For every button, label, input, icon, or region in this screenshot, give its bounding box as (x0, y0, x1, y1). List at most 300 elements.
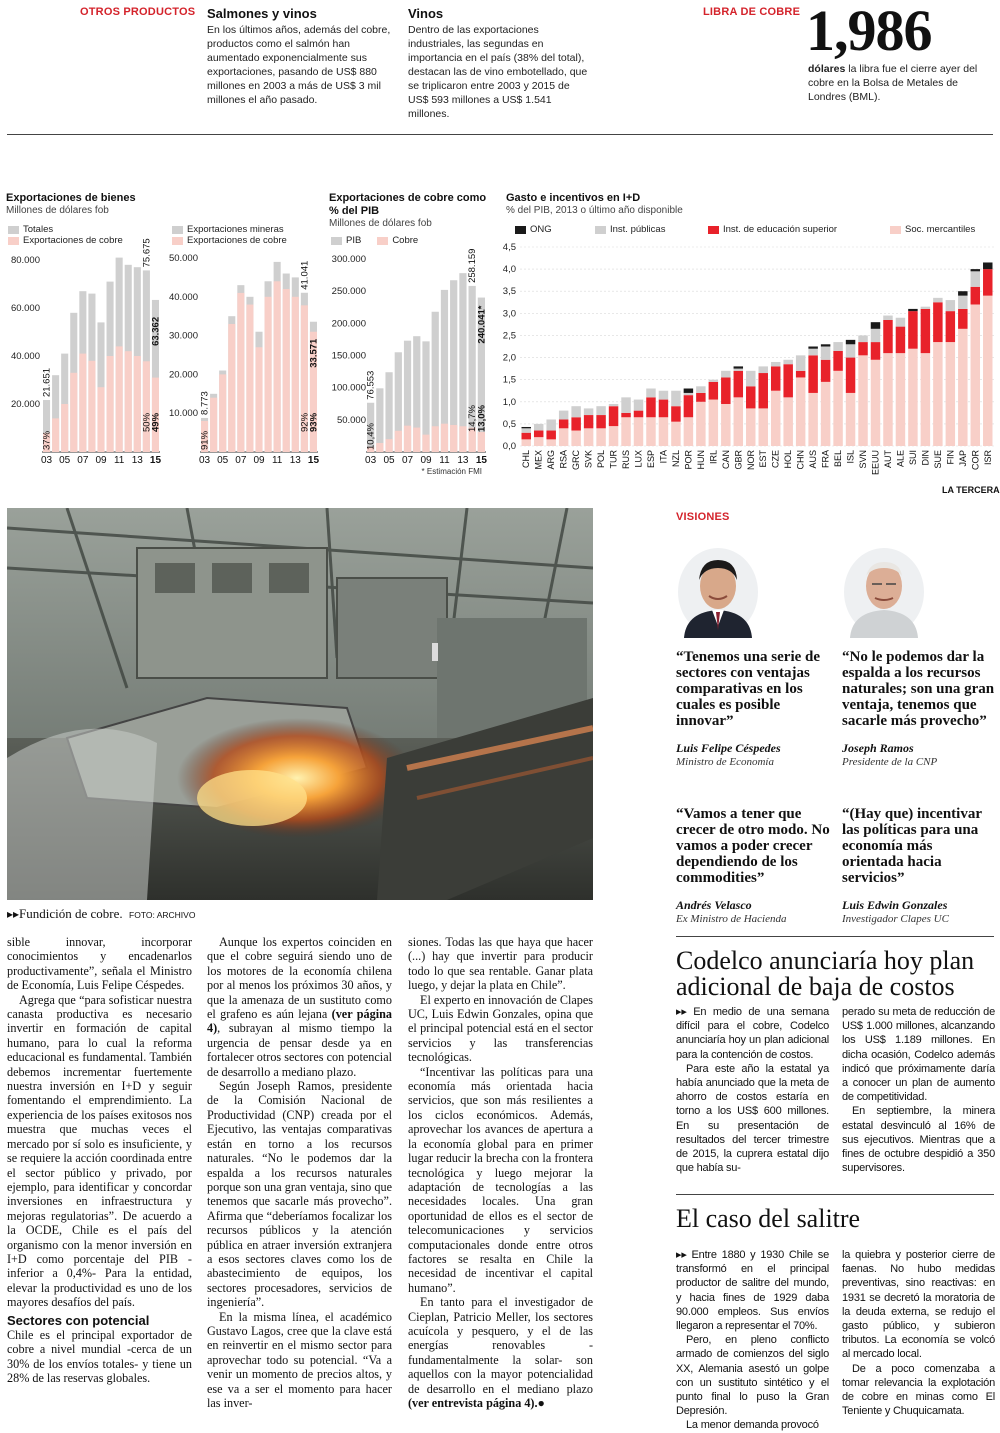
chart4-xtick: SVK (583, 450, 594, 469)
chart4-xtick: CHL (521, 450, 532, 469)
chart4-bar-socmercantiles (559, 428, 568, 446)
chart4-bar-instpblicas (796, 355, 805, 370)
col3-para-4-text: En tanto para el investigador de Cieplan, Patricio Meller, los sectores acuícola y pesquero, y el de las energías renovables -fundamentalmente la solar- son aquellos con la mayor potencialidad de desarrollo en el mediano plazo (408, 1295, 593, 1396)
chart4-bar-socmercantiles (746, 408, 755, 446)
chart4-bar-instpblicas (946, 300, 955, 311)
legend-totales (8, 224, 123, 235)
quote-2-role: Presidente de la CNP (842, 756, 938, 768)
codelco-divider (676, 1194, 994, 1195)
article-col-2 (207, 935, 392, 1410)
otros-productos-label: OTROS PRODUCTOS (80, 6, 196, 18)
chart2-xtick: 13 (289, 455, 301, 466)
chart3-ytick: 50.000 (336, 414, 366, 426)
libra-description (808, 62, 996, 104)
chart2-xtick: 09 (253, 455, 265, 466)
chart1-xtick: 07 (77, 455, 89, 466)
salitre-col-2 (842, 1248, 995, 1418)
chart1-subtitle: Millones de dólares fob (6, 205, 109, 216)
legend-mercantiles (890, 224, 975, 235)
chart3-ytick: 150.000 (331, 350, 366, 362)
chart4-bar-instdeeducacinsuperior (883, 320, 892, 353)
chart4-ytick: 1,0 (502, 396, 516, 408)
quote-1-role: Ministro de Economía (676, 756, 774, 768)
legend-cobre3-label: Cobre (392, 235, 419, 246)
chart4-bar-instdeeducacinsuperior (696, 393, 705, 402)
chart2-ytick: 40.000 (168, 291, 198, 303)
chart1-xtick: 05 (59, 455, 71, 466)
chart4-bar-instdeeducacinsuperior (933, 302, 942, 342)
legend-mercantiles-label: Soc. mercantiles (905, 224, 976, 235)
legend-ong (515, 224, 552, 235)
chart4-bar-socmercantiles (684, 417, 693, 446)
chart1-label-prev-pct: 50% (141, 412, 153, 432)
chart4-bar-instpblicas (596, 406, 605, 415)
chart3-ytick: 300.000 (331, 254, 366, 265)
chart3-xtick: 11 (439, 455, 450, 466)
chart4-bar-instpblicas (933, 298, 942, 302)
chart4-bar-instdeeducacinsuperior (609, 406, 618, 426)
charts-svg (0, 236, 1000, 484)
chart4-bar-socmercantiles (734, 397, 743, 446)
chart1-xtick: 11 (113, 455, 125, 466)
chart4-bar-socmercantiles (596, 428, 605, 446)
quote-4: “(Hay que) incentivar las políticas para una economía más orientada hacia servicios” (842, 806, 982, 886)
chart4-bar-instpblicas (771, 362, 780, 366)
chart2-bar-cobre (219, 374, 226, 452)
chart1-header (6, 192, 166, 216)
chart2-xtick: 05 (217, 455, 229, 466)
chart4-bar-socmercantiles (634, 417, 643, 446)
col1-para-1: sible innovar, incorporar conocimientos y encadenarlos productivamente”, señala el Ministro de Economía, Luis Felipe Céspedes. (7, 935, 192, 993)
chart2-ytick: 20.000 (168, 369, 198, 381)
chart4-xtick: ISR (982, 450, 993, 466)
chart4-xtick: CHN (795, 450, 806, 470)
chart4-bar-instpblicas (621, 397, 630, 412)
chart4-bar-socmercantiles (958, 329, 967, 446)
chart4-xtick: SUE (932, 450, 943, 469)
chart4-ytick: 2,0 (502, 352, 516, 364)
chart4-ytick: 2,5 (502, 330, 516, 342)
chart4-bar-socmercantiles (883, 353, 892, 446)
chart4-xtick: TUR (608, 450, 619, 469)
salmones-title: Salmones y vinos (207, 6, 317, 21)
chart4-bar-instdeeducacinsuperior (646, 397, 655, 417)
chart4-bar-socmercantiles (571, 431, 580, 446)
salitre-para-4: la quiebra y posterior cierre de faenas. No hubo medidas preventivas, sino reactivas: en 1931 se decretó la moratoria de la deuda externa, se redujo el gasto público, y subieron tributos. La economía se volcó al mercado local. (842, 1249, 995, 1361)
chart4-bar-instpblicas (759, 366, 768, 373)
chart4-bar-instpblicas (746, 371, 755, 386)
chart1-title: Exportaciones de bienes (6, 192, 136, 204)
chart4-bar-socmercantiles (808, 393, 817, 446)
quote-4-name: Luis Edwin Gonzales (842, 898, 948, 912)
chart2-xtick: 03 (198, 455, 211, 466)
chart4-bar-socmercantiles (534, 437, 543, 446)
chart3-bar-cobre (478, 432, 485, 452)
chart3-ytick: 250.000 (331, 286, 366, 298)
salitre-arrows: ▸▸ (676, 1249, 687, 1261)
chart4-bar-socmercantiles (609, 426, 618, 446)
chart4-bar-instpblicas (808, 349, 817, 356)
chart4-bar-ong (808, 347, 817, 349)
chart2-label-first-pct: 91% (199, 430, 211, 450)
chart2-bar-cobre (265, 297, 272, 452)
codelco-col-2 (842, 1005, 995, 1175)
chart2-label-prev-pct: 92% (299, 412, 311, 432)
chart4-bar-socmercantiles (522, 439, 531, 446)
quote-4-role: Investigador Clapes UC (842, 913, 949, 925)
chart1-bar-cobre (116, 346, 123, 452)
chart4-bar-socmercantiles (971, 304, 980, 446)
ver-entrevista-link[interactable]: (ver entrevista página 4). (408, 1396, 538, 1410)
chart4-bar-socmercantiles (858, 355, 867, 446)
chart3-bar-cobre (422, 435, 429, 452)
chart4-xtick: SUI (907, 450, 918, 466)
chart3-xtick: 15 (475, 455, 487, 466)
chart4-bar-instdeeducacinsuperior (983, 269, 992, 296)
chart2-bar-cobre (255, 347, 262, 452)
chart4-ytick: 0,5 (502, 418, 516, 430)
col3-para-1: siones. Todas las que haya que hacer (...) hay que invertir para producir todo lo que sea rentable. Ganar plata luego, y dejar la plata en Chile”. (408, 935, 593, 993)
chart3-label-prev-total: 258.159 (467, 248, 479, 283)
article-col-3 (408, 935, 593, 1410)
chart3-label-prev-pct: 14,7% (467, 405, 479, 432)
chart1-xtick: 13 (131, 455, 143, 466)
chart4-bar-instpblicas (896, 318, 905, 327)
libra-value: 1,986 (806, 0, 932, 63)
chart4-bar-instpblicas (721, 371, 730, 378)
chart4-bar-instpblicas (709, 380, 718, 382)
swatch-red (708, 226, 719, 234)
chart4-xtick: ITA (658, 450, 669, 464)
chart4-header (506, 192, 906, 216)
col1-subhead: Sectores con potencial (7, 1312, 150, 1328)
chart4-xtick: EEUU (870, 450, 881, 476)
libra-bold: dólares (808, 63, 846, 75)
chart4-subtitle: % del PIB, 2013 o último año disponible (506, 205, 683, 216)
chart4-bar-socmercantiles (646, 417, 655, 446)
chart4-bar-instdeeducacinsuperior (596, 415, 605, 428)
chart4-bar-instdeeducacinsuperior (783, 364, 792, 397)
chart4-bar-ong (871, 322, 880, 329)
col3-para-2: El experto en innovación de Clapes UC, Luis Edwin Gonzales, opina que el principal potencial está en el sector servicios y las transferencias tecnológicas. (408, 992, 593, 1065)
col2-para-3: En la misma línea, el académico Gustavo Lagos, cree que la clave está en reinvertir en el mismo sector para aprovechar todo su potencial. “Va a venir un momento de precios altos, y ese va a ser el momento para hacer las inver- (207, 1309, 392, 1410)
legend-ong-label: ONG (530, 224, 552, 235)
chart2-label-prev-total: 41.041 (299, 260, 311, 290)
chart4-bar-instpblicas (634, 400, 643, 411)
chart1-bar-cobre (107, 356, 114, 452)
chart3-subtitle: Millones de dólares fob (329, 218, 432, 229)
chart4-bar-instdeeducacinsuperior (796, 371, 805, 378)
chart4-bar-instdeeducacinsuperior (721, 377, 730, 404)
chart4-bar-instpblicas (734, 369, 743, 371)
chart1-label-last-pct: 49% (150, 412, 162, 432)
chart1-bar-cobre (61, 404, 68, 452)
legend-totales-label: Totales (23, 224, 54, 235)
chart4-xtick: IRL (708, 450, 719, 465)
chart4-bar-socmercantiles (621, 417, 630, 446)
chart4-xtick: MEX (533, 450, 544, 470)
vision-2 (842, 649, 997, 768)
chart4-bar-instdeeducacinsuperior (958, 309, 967, 329)
chart4-bar-instdeeducacinsuperior (671, 406, 680, 421)
chart4-bar-socmercantiles (709, 400, 718, 446)
chart4-bar-instpblicas (684, 393, 693, 395)
chart2-label-last-total: 33.571 (308, 338, 320, 368)
chart4-ytick: 3,5 (502, 286, 516, 298)
chart2-bar-cobre (246, 305, 253, 452)
chart4-xtick: NOR (745, 450, 756, 470)
codelco-arrows: ▸▸ (676, 1006, 687, 1018)
chart1-bar-cobre (52, 418, 59, 452)
chart4-bar-instpblicas (696, 386, 705, 393)
chart4-bar-instpblicas (958, 296, 967, 309)
chart3-bar-cobre (450, 425, 457, 452)
chart1-bar-cobre (88, 361, 95, 452)
codelco-title: Codelco anunciaría hoy plan adicional de baja de costos (676, 946, 975, 1001)
chart3-xtick: 07 (401, 455, 414, 466)
salmones-text: En los últimos años, además del cobre, productos como el salmón han aumentado exponencialmente sus exportaciones, pasando de US$ 880 millones en 2003 a más de US$ 3 mil millones el año pasado. (207, 24, 391, 106)
chart4-bar-instpblicas (522, 428, 531, 432)
chart1-label-last-total: 63.362 (150, 316, 162, 346)
chart3-bar-cobre (385, 439, 392, 452)
chart4-xtick: SVN (858, 450, 869, 469)
chart4-bar-socmercantiles (696, 402, 705, 446)
chart2-bar-cobre (228, 324, 235, 452)
chart2-bar-cobre (283, 289, 290, 452)
chart4-xtick: AUS (808, 450, 819, 469)
chart4-xtick: JAP (957, 450, 968, 467)
col2-para-1 (207, 935, 392, 1079)
chart3-title: Exportaciones de cobre como % del PIB (329, 192, 487, 217)
chart1-bar-cobre (79, 354, 86, 452)
chart4-bar-ong (908, 309, 917, 311)
chart2-label-last-pct: 93% (308, 412, 320, 432)
chart4-bar-instpblicas (659, 391, 668, 400)
chart4-bar-instpblicas (646, 389, 655, 398)
chart4-bar-instdeeducacinsuperior (808, 355, 817, 393)
foundry-photo (7, 508, 593, 900)
chart2-ytick: 30.000 (168, 330, 198, 342)
legend-cobre2-label: Exportaciones de cobre (187, 235, 287, 246)
chart3-bar-cobre (441, 424, 448, 452)
legend-mineras-label: Exportaciones mineras (187, 224, 284, 235)
chart4-bar-instdeeducacinsuperior (908, 311, 917, 349)
legend-educacion (708, 224, 837, 235)
chart4-bar-instdeeducacinsuperior (534, 431, 543, 438)
chart3-label-first-pct: 10,4% (365, 423, 377, 450)
chart4-xtick: HUN (695, 450, 706, 470)
chart3-bar-total (376, 388, 383, 452)
chart4-ytick: 3,0 (502, 308, 516, 320)
chart3-label-first-total: 76.553 (365, 370, 377, 400)
chart4-bar-instdeeducacinsuperior (734, 371, 743, 398)
chart4-bar-socmercantiles (659, 417, 668, 446)
chart4-bar-instpblicas (821, 347, 830, 360)
chart4-xtick: NZL (670, 450, 681, 468)
chart4-bar-socmercantiles (896, 353, 905, 446)
quote-3-name: Andrés Velasco (676, 898, 752, 912)
codelco-para-1-text: En medio de una semana difícil para el cobre, Codelco anunciaría hoy un plan adicional para la contención de costos. (676, 1006, 829, 1061)
portrait-ramos (842, 546, 926, 638)
chart4-bar-ong (971, 269, 980, 271)
chart4-ytick: 4,5 (502, 242, 516, 253)
chart2-bar-cobre (237, 293, 244, 452)
chart1-bar-cobre (97, 387, 104, 452)
swatch-grey (595, 226, 606, 234)
chart4-bar-instpblicas (609, 404, 618, 406)
chart3-bar-total (459, 273, 466, 452)
quote-2-name: Joseph Ramos (842, 741, 914, 755)
chart4-bar-socmercantiles (921, 353, 930, 446)
chart1-label-first-total: 21.651 (41, 367, 53, 398)
codelco-col-1 (676, 1005, 829, 1175)
chart1-ytick: 20.000 (10, 399, 40, 410)
chart4-bar-ong (983, 262, 992, 269)
legend-cobre-label: Exportaciones de cobre (23, 235, 123, 246)
source-credit: LA TERCERA (942, 485, 1000, 495)
chart4-xtick: RUS (621, 450, 632, 470)
ver-pagina-4-link[interactable]: (ver página 4) (207, 1007, 392, 1036)
chart4-xtick: CAN (720, 450, 731, 470)
chart3-bar-cobre (413, 428, 420, 452)
legend-educacion-label: Inst. de educación superior (723, 224, 838, 235)
chart4-xtick: EST (758, 450, 769, 468)
col2-para-1-b: , subrayan al mismo tiempo la urgencia de pensar desde ya en fortalecer otros sectores con potencial de desarrollo a mediano plazo. (207, 1021, 392, 1079)
chart2-bar-cobre (210, 398, 217, 452)
chart2-xtick: 15 (307, 455, 320, 466)
chart4-bar-instdeeducacinsuperior (871, 342, 880, 360)
chart4-bar-socmercantiles (783, 397, 792, 446)
chart4-xtick: BEL (833, 450, 844, 468)
chart4-bar-instdeeducacinsuperior (659, 400, 668, 418)
col1-para-2: Agrega que “para sofisticar nuestra canasta productiva es necesario invertir en formación de capital humano, para lo cual la reforma educacional es fundamental. También debemos incrementar fuertemente nuestra inversión en I+D y seguir fomentando el emprendimiento. La experiencia de los países exitosos nos muestra que muchas veces el mercado por sí solo es insuficiente, y se requiere la acción coordinada entre el sector público y privado, por ejemplo, para identificar y concordar inversiones en infraestructura y mejoras regulatorias”. De acuerdo a la OCDE, Chile es el país del organismo con la menor inversión en I+D como porcentaje del PIB -inferior a 0,4%- Para la entidad, elevar la productividad es uno de los mayores desafíos del país. (7, 992, 192, 1310)
chart1-label-prev-total: 75.675 (141, 238, 153, 268)
chart4-bar-ong (734, 366, 743, 368)
chart2-ytick: 50.000 (168, 253, 198, 264)
chart4-xtick: HOL (783, 450, 794, 469)
col2-para-2: Según Joseph Ramos, presidente de la Comisión Nacional de Productividad (CNP) creada por el Ejecutivo, las ventajas comparativas están en torno a los recursos naturales. “No le podemos dar la espalda a los recursos naturales porque son una gran ventaja, sino que tenemos que sacarle más provecho”. Afirma que “deberíamos focalizar los recursos públicos y la atención pública en atraer inversión extranjera a esos sectores claves como los de abastecimiento de equipos, los sectores procesadores, servicios de ingeniería”. (207, 1079, 392, 1310)
chart4-bar-instdeeducacinsuperior (821, 360, 830, 382)
chart4-bar-instdeeducacinsuperior (559, 419, 568, 428)
end-mark: ● (537, 1396, 545, 1410)
chart3-label-last-total: 240.041* (476, 305, 488, 344)
codelco-para-2: Para este año la estatal ya había anunciado que la meta de ahorro de costos estaría en torno a los US$ 600 millones. En su presentación de resultados del tercer trimestre de 2015, la cuprera estatal dijo que había su- (676, 1062, 829, 1175)
chart4-bar-instdeeducacinsuperior (846, 358, 855, 393)
visiones-label: VISIONES (676, 511, 730, 523)
chart3-bar-cobre (376, 443, 383, 452)
quote-1-name: Luis Felipe Céspedes (676, 741, 781, 755)
chart4-xtick: POR (683, 450, 694, 470)
chart3-xtick: 09 (420, 455, 432, 466)
chart4-title: Gasto e incentivos en I+D (506, 192, 641, 204)
chart4-bar-socmercantiles (759, 408, 768, 446)
vinos-text: Dentro de las exportaciones industriales, las segundas en importancia en el país (38% del total), destacan las de vino embotellado, que se triplicaron entre 2003 y 2015 de US$ 593 millones a US$ 1.541 millones. (408, 24, 588, 120)
chart4-xtick: RSA (558, 450, 569, 469)
salitre-para-3: La menor demanda provocó (686, 1419, 819, 1432)
chart3-xtick: 03 (365, 455, 377, 466)
vision-3 (676, 806, 831, 925)
chart3-bar-cobre (459, 426, 466, 452)
chart4-bar-instpblicas (559, 411, 568, 420)
chart4-bar-instdeeducacinsuperior (971, 287, 980, 305)
col2-para-1-a: Aunque los expertos coinciden en que el cobre seguirá siendo uno de los motores de la economía chilena por al menos los próximos 30 años, y que la amenaza de un sustituto como el grafeno es aún lejana (207, 935, 392, 1022)
chart4-bar-instdeeducacinsuperior (546, 431, 555, 440)
chart1-bar-cobre (125, 351, 132, 452)
chart2-label-first-total: 8.773 (199, 391, 211, 415)
photo-caption-row (7, 906, 195, 922)
chart3-header (329, 192, 489, 229)
salitre-para-2: Pero, en pleno conflicto armado de comienzos del siglo XX, Alemania asestó un golpe con un sustituto sintético y el punto final lo puso la Gran Depresión. (676, 1334, 829, 1418)
chart4-xtick: POL (596, 450, 607, 469)
chart3-ytick: 100.000 (331, 382, 366, 394)
legend-mineras (172, 224, 287, 235)
chart1-ytick: 40.000 (10, 351, 40, 362)
chart3-bar-cobre (404, 426, 411, 452)
chart4-ytick: 1,5 (502, 374, 516, 386)
chart4-bar-instpblicas (833, 342, 842, 351)
chart1-bar-cobre (134, 356, 141, 452)
chart4-bar-instdeeducacinsuperior (684, 395, 693, 417)
chart4-bar-instdeeducacinsuperior (709, 382, 718, 400)
chart4-xtick: FRA (820, 450, 831, 468)
chart1-label-first-pct: 37% (41, 430, 53, 450)
chart4-bar-socmercantiles (908, 349, 917, 446)
chart4-bar-instpblicas (883, 316, 892, 320)
col3-para-3: “Incentivar las políticas para una economía más orientada hacia servicios, que son más resilientes a los ciclos económicos. Además, aprovechar los avances de apertura a la economía global para en primer lugar reducir la brecha con la frontera tecnológica y luego mejorar la adaptación de tecnologías a las necesidades locales. Una gran oportunidad de ellos es el sector de telecomunicaciones y servicios computacionales donde entre otros factores se resalta en Chile la necesidad de incentivar el capital humano”. (408, 1064, 593, 1295)
chart4-bar-instdeeducacinsuperior (858, 342, 867, 355)
chart1-xtick: 15 (149, 455, 162, 466)
chart3-bar-cobre (432, 426, 439, 452)
chart1-bar-cobre (141, 361, 153, 452)
chart3-label-last-pct: 13,0% (476, 405, 488, 432)
quote-1: “Tenemos una serie de sectores con ventajas comparativas en los cuales es posible innovar” (676, 649, 821, 729)
swatch-black (515, 226, 526, 234)
chart4-bar-instpblicas (671, 391, 680, 406)
vinos-title: Vinos (408, 6, 444, 21)
chart4-ytick: 4,0 (502, 264, 516, 276)
chart4-bar-socmercantiles (721, 404, 730, 446)
chart4-bar-socmercantiles (821, 382, 830, 446)
chart1-bar-cobre (70, 373, 77, 452)
salitre-para-5: De a poco comenzaba a tomar relevancia la explotación de cobre en minas como El Teniente y Chuquicamata. (842, 1362, 995, 1418)
chart4-xtick: DIN (920, 450, 931, 466)
swatch-grey (8, 226, 19, 234)
vision-1 (676, 649, 831, 768)
chart4-xtick: GRC (571, 450, 582, 470)
photo-caption: Fundición de cobre. (19, 906, 123, 921)
codelco-para-1 (676, 1005, 829, 1062)
chart4-bar-socmercantiles (933, 342, 942, 446)
chart3-note: * Estimación FMI (421, 467, 482, 476)
chart4-bar-instdeeducacinsuperior (522, 433, 531, 440)
chart4-bar-instdeeducacinsuperior (896, 327, 905, 354)
col1-para-3: Chile es el principal exportador de cobre a nivel mundial -cerca de un 30% de los envíos totales- y tiene un 28% de las reservas globales. (7, 1327, 192, 1386)
chart4-xtick: LUX (633, 450, 644, 468)
chart1-ytick: 80.000 (10, 255, 40, 266)
chart4-bar-socmercantiles (833, 371, 842, 446)
chart4-bar-instpblicas (846, 344, 855, 357)
chart2-xtick: 07 (235, 455, 247, 466)
chart4-bar-socmercantiles (946, 342, 955, 446)
chart4-bar-socmercantiles (546, 439, 555, 446)
vision-4 (842, 806, 997, 925)
chart4-xtick: ALE (895, 450, 906, 468)
chart4-bar-instdeeducacinsuperior (634, 411, 643, 418)
avatar-ramos (842, 546, 926, 638)
chart4-bar-instpblicas (571, 406, 580, 417)
chart4-bar-socmercantiles (584, 428, 593, 446)
chart1-xtick: 09 (95, 455, 107, 466)
